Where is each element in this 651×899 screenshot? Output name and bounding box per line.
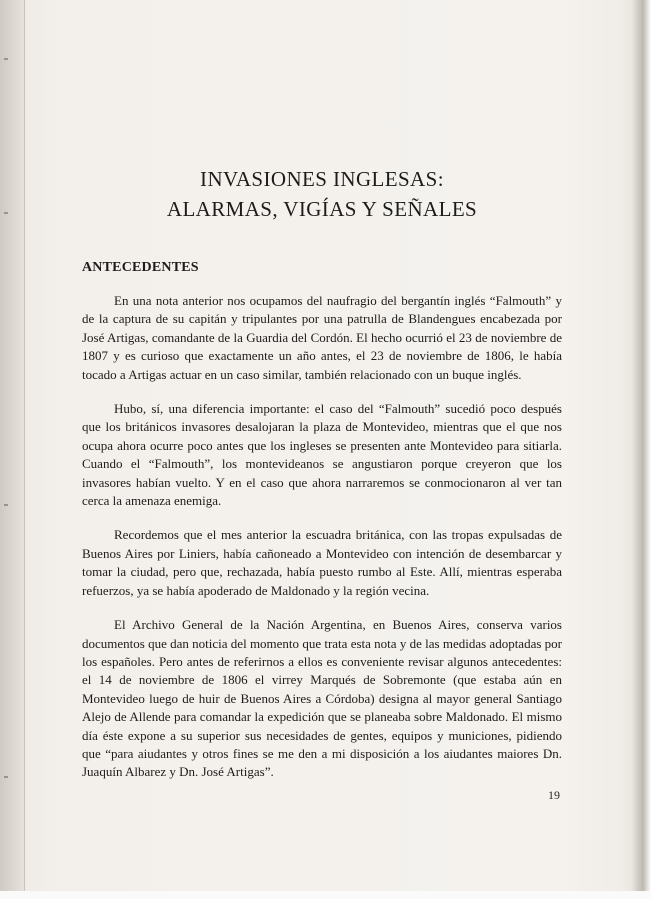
title-line-1: INVASIONES INGLESAS: — [200, 167, 444, 191]
article-title — [82, 164, 562, 224]
page-edge — [631, 0, 651, 899]
paragraph-1: En una nota anterior nos ocupamos del naufragio del bergantín inglés “Falmouth” y de la captura de su capitán y tripulantes por una patrulla de Blandengues encabezada por José Artigas, comandante de la Guardia del Cordón. El hecho ocurrió el 23 de noviembre de 1807 y es curioso que exactamente un año antes, el 23 de noviembre de 1806, le había tocado a Artigas actuar en un caso similar, también relacionado con un buque inglés. — [82, 293, 562, 382]
paragraph-3: Recordemos que el mes anterior la escuadra británica, con las tropas expulsadas de Buenos Aires por Liniers, había cañoneado a Montevideo con intención de desembarcar y tomar la ciudad, pero que, rechazada, había puesto rumbo al Este. Allí, mientras esperaba refuerzos, ya se había apoderado de Maldonado y la región vecina. — [82, 527, 562, 598]
title-line-2: ALARMAS, VIGÍAS Y SEÑALES — [166, 197, 478, 221]
page-number: 19 — [548, 788, 560, 802]
binding-edge — [0, 0, 25, 899]
paragraph-4: El Archivo General de la Nación Argentina, en Buenos Aires, conserva varios documentos que dan noticia del momento que trata esta nota y de las medidas adoptadas por los españoles. Pero antes de referirnos a ellos es conveniente revisar algunos antecedentes: el 14 de noviembre de 1806 el virrey Marqués de Sobremonte (que estaba aún en Montevideo luego de huir de Buenos Aires a Córdoba) designa al mayor general Santiago Alejo de Allende para comandar la expedición que se planeaba sobre Maldonado. El mismo día éste expone a su superior sus necesidades de gentes, equipos y municiones, pidiendo que “para aiudantes y otros fines se me den a mi disposición a los aiudantes maiores Dn. Juaquín Albarez y Dn. José Artigas”. — [82, 617, 562, 780]
page-bottom-edge — [0, 891, 651, 899]
page-content — [82, 150, 562, 782]
paragraph-2: Hubo, sí, una diferencia importante: el caso del “Falmouth” sucedió poco después que los británicos invasores desalojaran la plaza de Montevideo, mientras que el que nos ocupa ahora ocurre poco antes que los ingleses se presenten ante Montevideo para sitiarla. Cuando el “Falmouth”, los montevideanos se angustiaron porque creyeron que los invasores habían vuelto. Y en el caso que ahora narraremos se conmocionaron al ver tan cerca la amenaza enemiga. — [82, 401, 562, 509]
section-heading: ANTECEDENTES — [82, 260, 199, 275]
